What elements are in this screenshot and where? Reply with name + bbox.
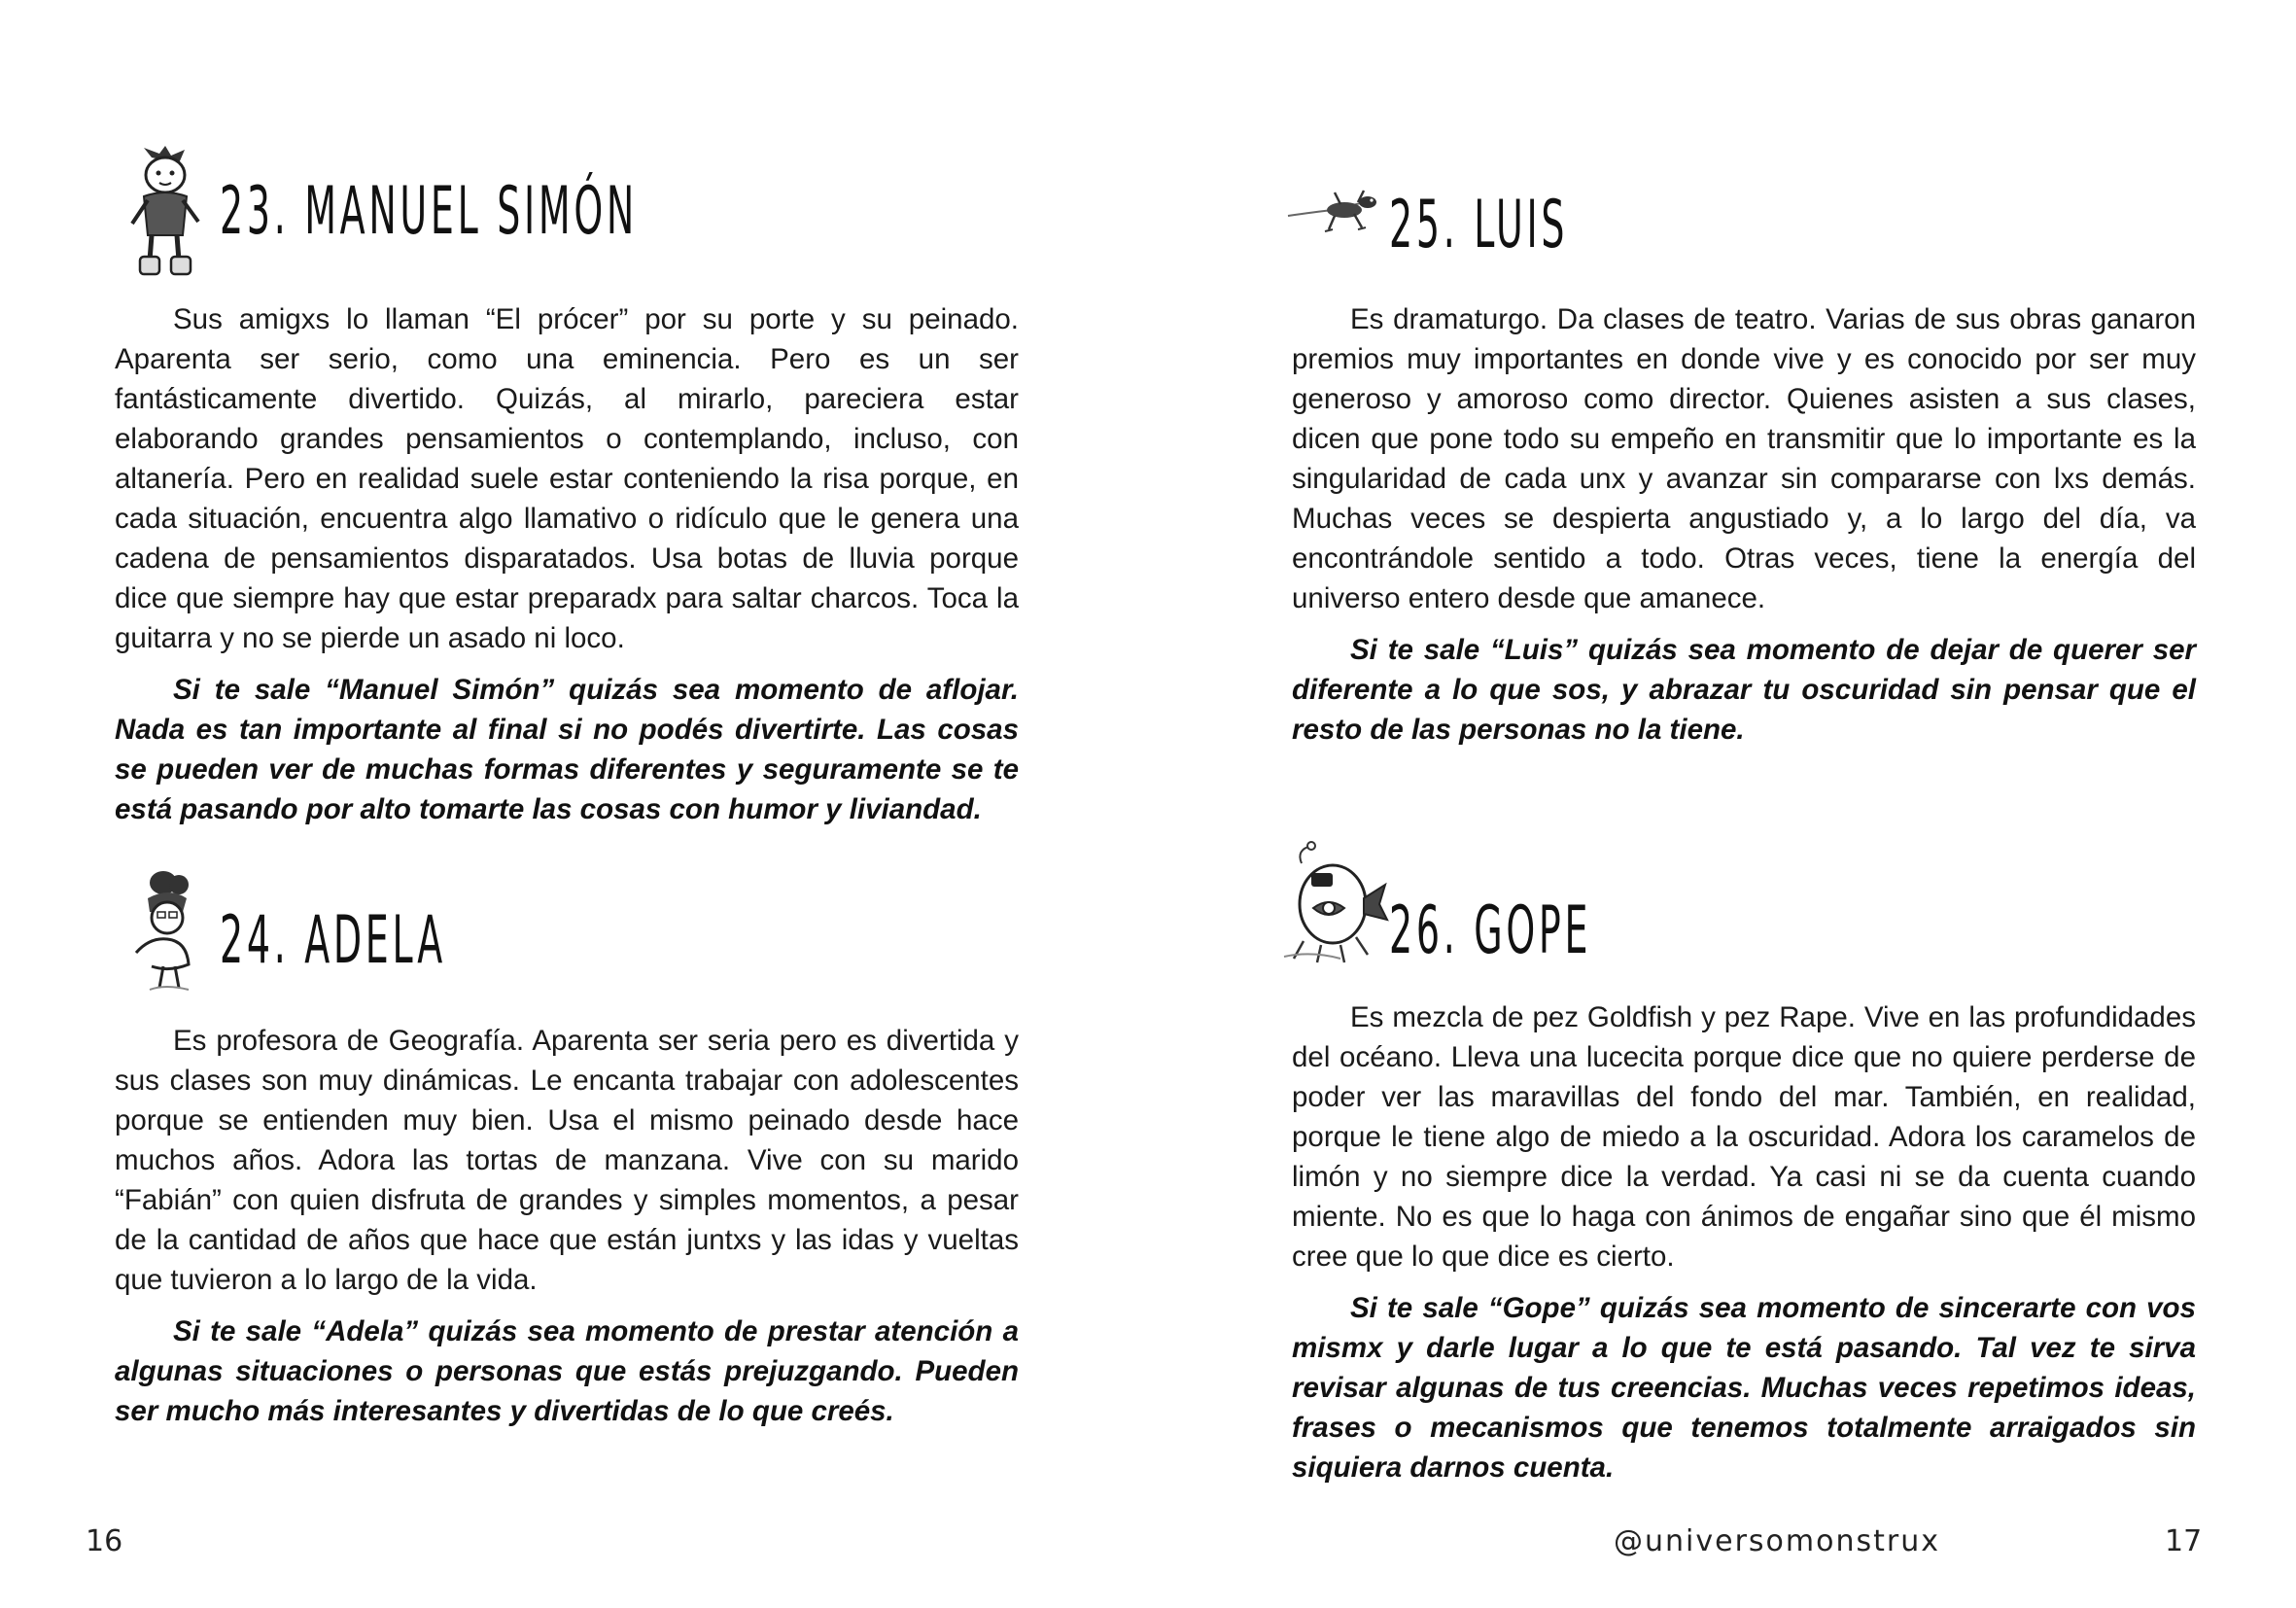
boy-in-boots-illustration-icon (122, 146, 206, 282)
entry-description: Sus amigxs lo llaman “El prócer” por su porte y su peinado. Aparenta ser serio, como una eminencia. Pero es un ser fantásticamente divertido. Quizás, al mirarlo, pareciera estar elaborando grandes pensamientos o contemplando, incluso, con altanería. Pero en realidad suele estar conteniendo la risa porque, en cada situación, encuentra algo llamativo o ridículo que le genera una cadena de pensamientos disparatados. Usa botas de lluvia porque dice que siempre hay que estar preparadx para saltar charcos. Toca la guitarra y no se pierde un asado ni loco. (115, 303, 1019, 654)
entry-advice: Si te sale “Luis” quizás sea momento de dejar de querer ser diferente a lo que sos, y abrazar tu oscuridad sin pensar que el resto de las personas no la tiene. (1292, 634, 2196, 746)
entry-header (1292, 146, 2196, 301)
entry-text (115, 1021, 1019, 1431)
entry-title: 23. MANUEL SIMÓN (220, 173, 639, 250)
entry-description: Es profesora de Geografía. Aparenta ser seria pero es divertida y sus clases son muy dinámicas. Le encanta trabajar con adolescentes porque se entienden muy bien. Usa el mismo peinado desde hace muchos años. Adora las tortas de manzana. Vive con su marido “Fabián” con quien disfruta de grandes y simples momentos, a pesar de la cantidad de años que hace que están juntxs y las idas y vueltas que tuvieron a lo largo de la vida. (115, 1025, 1019, 1296)
footer-handle: @universomonstrux (1614, 1524, 1940, 1558)
page-number: 17 (2165, 1524, 2203, 1558)
entry-text (115, 299, 1019, 829)
woman-with-bun-illustration-icon (130, 869, 208, 996)
entry-advice: Si te sale “Manuel Simón” quizás sea momento de aflojar. Nada es tan importante al final si no podés divertirte. Las cosas se pueden ver de muchas formas diferentes y seguramente se te está pasando por alto tomarte las cosas con humor y liviandad. (115, 674, 1019, 825)
entry-description: Es dramaturgo. Da clases de teatro. Varias de sus obras ganaron premios muy importantes en donde vive y es conocido por ser muy generoso y amoroso como director. Quienes asisten a sus clases, dicen que pone todo su empeño en transmitir que lo importante es la singularidad de cada unx y avanzar sin compararse con lxs demás. Muchas veces se despierta angustiado y, a lo largo del día, va encontrándole sentido a todo. Otras veces, tiene la energía del universo entero desde que amanece. (1292, 303, 2196, 614)
entry-title: 25. LUIS (1389, 187, 1569, 263)
entry-advice: Si te sale “Adela” quizás sea momento de prestar atención a algunas situaciones o personas que estás prejuzgando. Pueden ser mucho más interesantes y divertidas de lo que creés. (115, 1315, 1019, 1427)
entry-header (115, 865, 1019, 1021)
page-number: 16 (86, 1524, 123, 1558)
entry-header (1292, 840, 2196, 996)
entry-text (1292, 997, 2196, 1487)
entry-header (115, 146, 1019, 301)
entry-advice: Si te sale “Gope” quizás sea momento de sincerarte con vos mismx y darle lugar a lo que te está pasando. Tal vez te sirva revisar algunas de tus creencias. Muchas veces repetimos ideas, frases o mecanismos que tenemos totalmente arraigados sin siquiera darnos cuenta. (1292, 1292, 2196, 1484)
entry-title: 26. GOPE (1389, 892, 1592, 969)
lizard-illustration-icon (1286, 187, 1383, 237)
entry-title: 24. ADELA (220, 902, 446, 979)
right-page (1148, 0, 2296, 1608)
anglerfish-illustration-icon (1282, 840, 1389, 966)
entry-text (1292, 299, 2196, 750)
entry-description: Es mezcla de pez Goldfish y pez Rape. Vive en las profundidades del océano. Lleva una lucecita porque dice que no quiere perderse de poder ver las maravillas del fondo del mar. También, en realidad, porque le tiene algo de miedo a la oscuridad. Adora los caramelos de limón y no siempre dice la verdad. Ya casi ni se da cuenta cuando miente. No es que lo haga con ánimos de engañar sino que él mismo cree que lo que dice es cierto. (1292, 1001, 2196, 1273)
